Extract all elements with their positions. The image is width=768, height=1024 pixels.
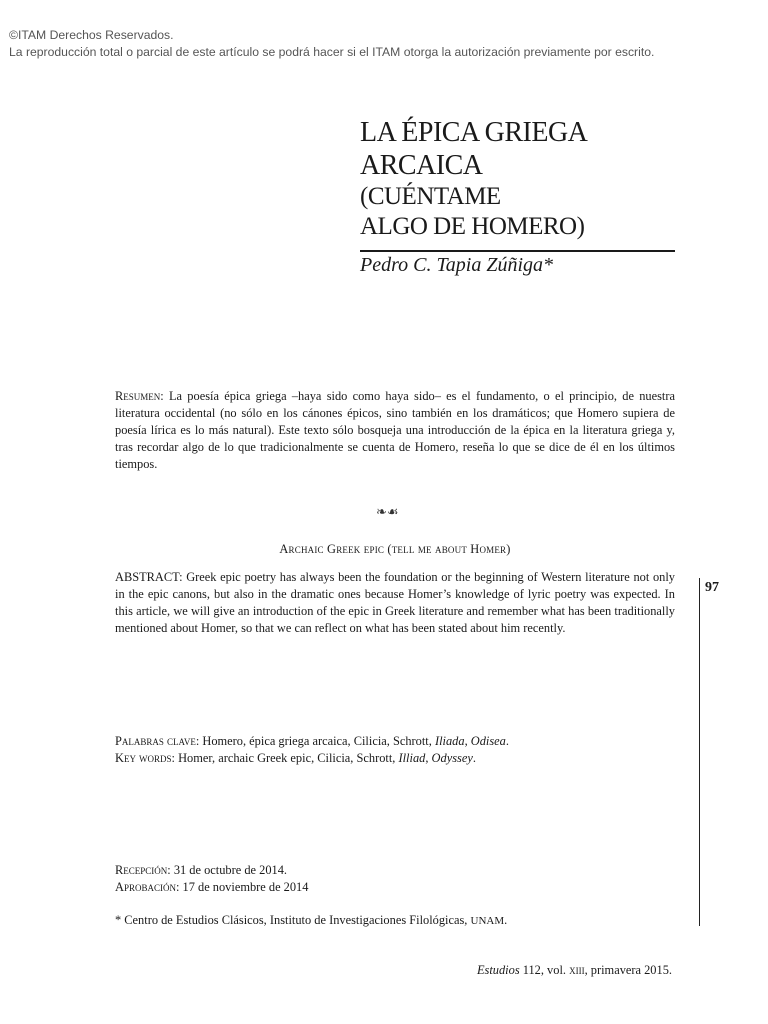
- journal-season: , primavera 2015.: [584, 963, 672, 977]
- ornament-divider: ❧☙: [376, 504, 399, 519]
- abstract-paragraph: [115, 569, 675, 637]
- palabras-clave-iliada: Iliada: [434, 734, 465, 748]
- journal-name: Estudios: [476, 963, 520, 977]
- keywords-block: [115, 733, 675, 767]
- copyright-line-2: La reproducción total o parcial de este artículo se podrá hacer si el ITAM otorga la autorización previamente por escrito.: [9, 45, 655, 59]
- key-words-sep: ,: [425, 751, 432, 765]
- title-line-2: ARCAICA: [360, 150, 483, 181]
- abstract-label: ABSTRACT:: [115, 570, 183, 584]
- page-number: 97: [705, 580, 719, 595]
- abstract-title: Archaic Greek epic (tell me about Homer): [279, 542, 511, 556]
- title-line-3: (CUÉNTAME: [360, 183, 501, 210]
- key-words-end: .: [472, 751, 476, 765]
- key-words-label: Key words:: [115, 751, 175, 765]
- aprobacion-date: 17 de noviembre de 2014: [179, 880, 309, 894]
- key-words: [115, 750, 675, 767]
- palabras-clave-label: Palabras clave:: [115, 734, 200, 748]
- journal-volume: xiii: [569, 963, 585, 977]
- palabras-clave-end: .: [505, 734, 509, 748]
- recepcion-line: [115, 862, 675, 879]
- abstract-text: Greek epic poetry has always been the foundation or the beginning of Western literature not only in the epic canons, but also in the dramatic ones because Homer’s knowledge of lyric poetry was expected. In this article, we will give an introduction of the epic in Greek literature and remember what has been traditionally mentioned about Homer, so that we can reflect on what has been stated about him recently.: [115, 570, 675, 635]
- recepcion-label: Recepción:: [115, 863, 171, 877]
- copyright-notice: [9, 27, 654, 61]
- author-name: Pedro C. Tapia Zúñiga*: [360, 254, 553, 276]
- title-divider: [360, 250, 675, 252]
- palabras-clave-odisea: Odisea: [470, 734, 506, 748]
- article-title: [360, 116, 675, 242]
- resumen-label: Resumen:: [115, 389, 164, 403]
- palabras-clave-text: Homero, épica griega arcaica, Cilicia, Schrott,: [199, 734, 435, 748]
- key-words-odyssey: Odyssey: [431, 751, 473, 765]
- footnote-org: UNAM: [470, 915, 505, 927]
- palabras-clave: [115, 733, 675, 750]
- title-line-4: ALGO DE HOMERO): [360, 213, 585, 240]
- palabras-clave-sep: ,: [464, 734, 471, 748]
- margin-rule: [699, 578, 700, 926]
- title-line-1: LA ÉPICA GRIEGA: [360, 117, 588, 148]
- journal-citation: [477, 963, 672, 978]
- footnote-text: * Centro de Estudios Clásicos, Instituto de Investigaciones Filológicas,: [115, 913, 471, 927]
- key-words-text: Homer, archaic Greek epic, Cilicia, Schrott,: [175, 751, 399, 765]
- dates-block: [115, 862, 675, 896]
- resumen-text: La poesía épica griega –haya sido como haya sido– es el fundamento, o el principio, de nuestra literatura occidental (no sólo en los cánones épicos, sino también en los dramáticos; que Homero supiera de poesía lírica es lo más natural). Este texto sólo bosqueja una introducción de la épica en la literatura griega y, tras recordar algo de lo que tradicionalmente se cuenta de Homero, reseña lo que se dice de él en los últimos tiempos.: [115, 389, 675, 471]
- aprobacion-line: [115, 879, 675, 896]
- journal-issue: 112, vol.: [519, 963, 570, 977]
- resumen-paragraph: [115, 388, 675, 473]
- copyright-line-1: ©ITAM Derechos Reservados.: [9, 28, 174, 42]
- author-footnote: [115, 912, 675, 930]
- recepcion-date: 31 de octubre de 2014.: [170, 863, 288, 877]
- key-words-illiad: Illiad: [398, 751, 426, 765]
- aprobacion-label: Aprobación:: [115, 880, 180, 894]
- footnote-end: .: [504, 913, 508, 927]
